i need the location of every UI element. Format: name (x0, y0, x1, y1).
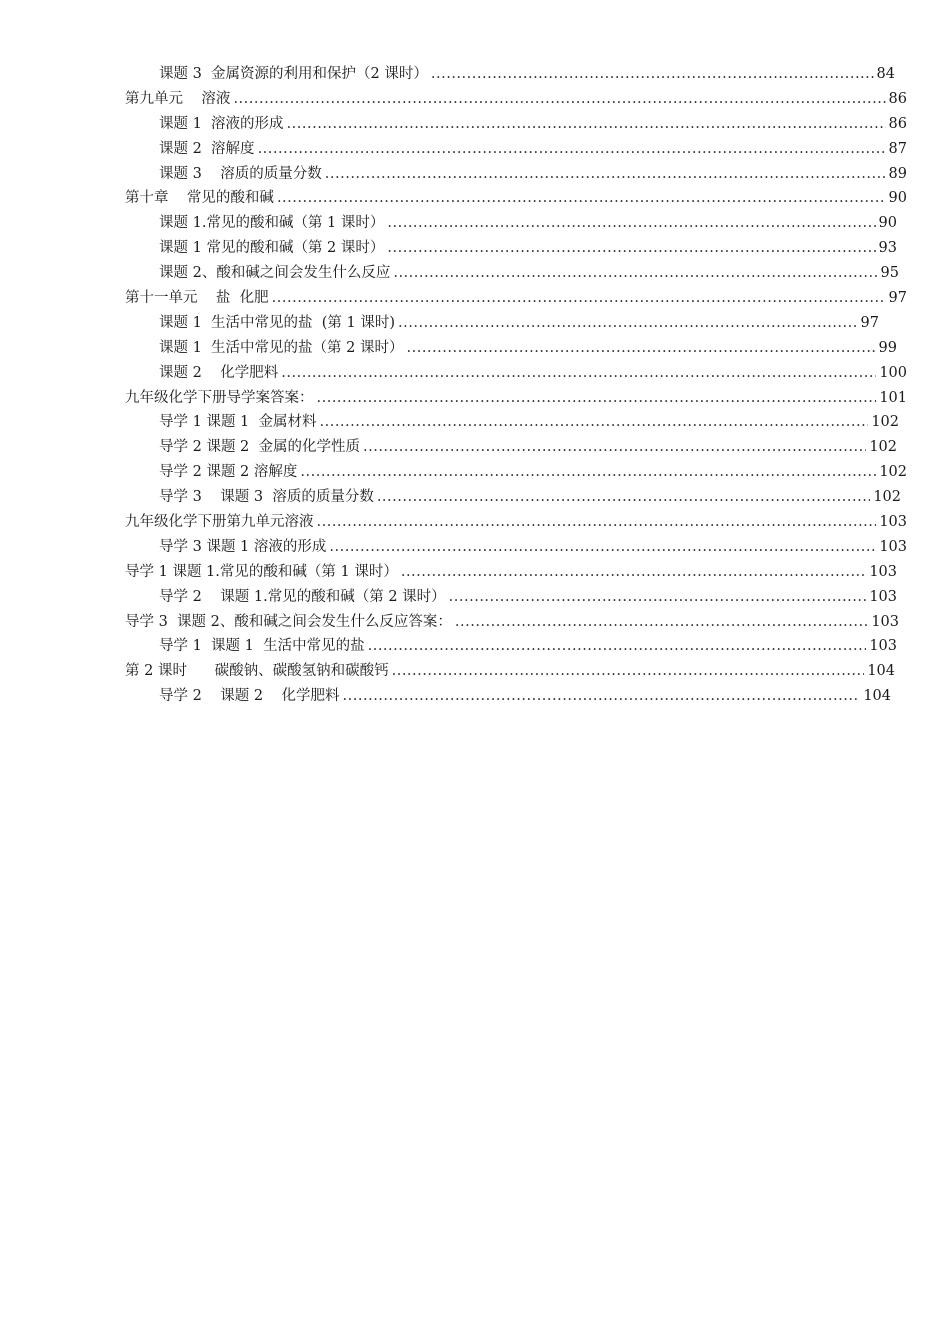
table-of-contents (125, 62, 907, 709)
toc-entry[interactable] (125, 460, 907, 485)
toc-entry[interactable] (125, 311, 879, 336)
dot-leader (392, 659, 865, 684)
dot-leader (407, 336, 876, 361)
toc-entry-label: 导学 2 课题 2 化学肥料 (159, 688, 340, 705)
dot-leader (398, 311, 858, 336)
toc-entry-page-number: 102 (879, 464, 907, 481)
toc-entry-page-number: 97 (888, 290, 907, 307)
toc-entry[interactable] (125, 386, 907, 411)
dot-leader (449, 585, 867, 610)
dot-leader (258, 137, 886, 162)
toc-entry-page-number: 95 (880, 265, 899, 282)
dot-leader (401, 560, 866, 585)
toc-entry[interactable] (125, 137, 907, 162)
toc-entry-page-number: 89 (888, 165, 907, 182)
toc-entry-label: 九年级化学下册导学案答案： (125, 389, 314, 406)
toc-entry[interactable] (125, 585, 897, 610)
toc-entry-label: 第十章 常见的酸和碱 (125, 190, 274, 207)
toc-entry-label: 导学 1 课题 1 生活中常见的盐 (159, 638, 365, 655)
toc-entry-page-number: 84 (876, 66, 895, 82)
toc-entry-label: 九年级化学下册第九单元溶液 (125, 514, 314, 531)
toc-entry[interactable] (125, 634, 897, 659)
toc-entry-page-number: 104 (863, 688, 891, 705)
toc-entry-page-number: 102 (873, 489, 901, 506)
toc-entry[interactable] (125, 236, 897, 261)
dot-leader (277, 186, 886, 211)
toc-entry-label: 课题 3 溶质的质量分数 (159, 165, 322, 182)
toc-entry-label: 导学 1 课题 1.常见的酸和碱（第 1 课时） (125, 563, 398, 580)
toc-entry[interactable] (125, 211, 897, 236)
toc-entry-label: 课题 3 金属资源的利用和保护（2 课时） (159, 66, 428, 82)
toc-entry[interactable] (125, 112, 907, 137)
toc-entry-label: 课题 1.常见的酸和碱（第 1 课时） (159, 215, 385, 232)
dot-leader (317, 386, 877, 411)
dot-leader (387, 236, 875, 261)
toc-entry[interactable] (125, 410, 899, 435)
dot-leader (393, 261, 877, 286)
dot-leader (233, 87, 885, 112)
toc-entry-page-number: 101 (879, 389, 907, 406)
toc-entry[interactable] (125, 684, 891, 709)
toc-entry-page-number: 99 (878, 339, 897, 356)
toc-entry-label: 导学 3 课题 2、酸和碱之间会发生什么反应答案： (125, 613, 452, 630)
toc-entry[interactable] (125, 485, 901, 510)
toc-entry-label: 第十一单元 盐 化肥 (125, 290, 269, 307)
toc-entry[interactable] (125, 659, 895, 684)
toc-entry-page-number: 90 (878, 215, 897, 232)
toc-entry-label: 课题 1 常见的酸和碱（第 2 课时） (159, 240, 385, 257)
toc-entry-page-number: 103 (869, 563, 897, 580)
toc-entry[interactable] (125, 336, 897, 361)
dot-leader (281, 361, 876, 386)
toc-entry-page-number: 90 (888, 190, 907, 207)
dot-leader (287, 112, 886, 137)
toc-entry[interactable] (125, 535, 907, 560)
dot-leader (317, 510, 877, 535)
dot-leader (431, 62, 874, 87)
toc-entry-page-number: 103 (871, 613, 899, 630)
dot-leader (387, 211, 875, 236)
toc-entry[interactable] (125, 610, 899, 635)
dot-leader (363, 435, 866, 460)
toc-entry-label: 课题 2 化学肥料 (159, 364, 279, 381)
toc-entry-page-number: 102 (871, 414, 899, 431)
dot-leader (325, 162, 886, 187)
toc-entry-label: 课题 1 生活中常见的盐 (第 1 课时) (159, 314, 396, 331)
dot-leader (455, 610, 868, 635)
toc-entry-label: 导学 1 课题 1 金属材料 (159, 414, 317, 431)
toc-entry-page-number: 103 (869, 588, 897, 605)
toc-entry[interactable] (125, 361, 907, 386)
toc-entry-label: 导学 2 课题 1.常见的酸和碱（第 2 课时） (159, 588, 446, 605)
toc-entry[interactable] (125, 286, 907, 311)
toc-entry-label: 第九单元 溶液 (125, 90, 231, 107)
toc-entry-label: 导学 2 课题 2 金属的化学性质 (159, 439, 360, 456)
toc-entry-label: 课题 2 溶解度 (159, 140, 255, 157)
toc-entry-label: 课题 1 溶液的形成 (159, 115, 284, 132)
toc-entry-page-number: 103 (879, 538, 907, 555)
toc-entry-label: 课题 1 生活中常见的盐（第 2 课时） (159, 339, 404, 356)
toc-entry-page-number: 87 (888, 140, 907, 157)
dot-leader (368, 634, 867, 659)
dot-leader (320, 410, 869, 435)
toc-entry[interactable] (125, 62, 895, 87)
dot-leader (343, 684, 861, 709)
toc-entry-page-number: 97 (860, 314, 879, 331)
toc-entry-page-number: 86 (888, 90, 907, 107)
toc-entry-label: 第 2 课时 碳酸钠、碳酸氢钠和碳酸钙 (125, 663, 389, 680)
toc-entry-page-number: 102 (869, 439, 897, 456)
toc-entry-label: 导学 3 课题 3 溶质的质量分数 (159, 489, 374, 506)
toc-entry[interactable] (125, 186, 907, 211)
toc-entry-page-number: 104 (867, 663, 895, 680)
toc-entry[interactable] (125, 435, 897, 460)
toc-entry-label: 导学 3 课题 1 溶液的形成 (159, 538, 327, 555)
toc-entry-label: 课题 2、酸和碱之间会发生什么反应 (159, 265, 391, 282)
toc-entry-page-number: 93 (878, 240, 897, 257)
toc-entry[interactable] (125, 162, 907, 187)
dot-leader (377, 485, 870, 510)
toc-entry[interactable] (125, 87, 907, 112)
toc-entry-page-number: 86 (888, 115, 907, 132)
toc-entry-page-number: 103 (879, 514, 907, 531)
toc-entry-page-number: 100 (879, 364, 907, 381)
toc-entry-page-number: 103 (869, 638, 897, 655)
toc-entry[interactable] (125, 560, 897, 585)
dot-leader (329, 535, 876, 560)
toc-entry[interactable] (125, 510, 907, 535)
dot-leader (272, 286, 886, 311)
toc-entry-label: 导学 2 课题 2 溶解度 (159, 464, 298, 481)
dot-leader (300, 460, 876, 485)
toc-entry[interactable] (125, 261, 899, 286)
